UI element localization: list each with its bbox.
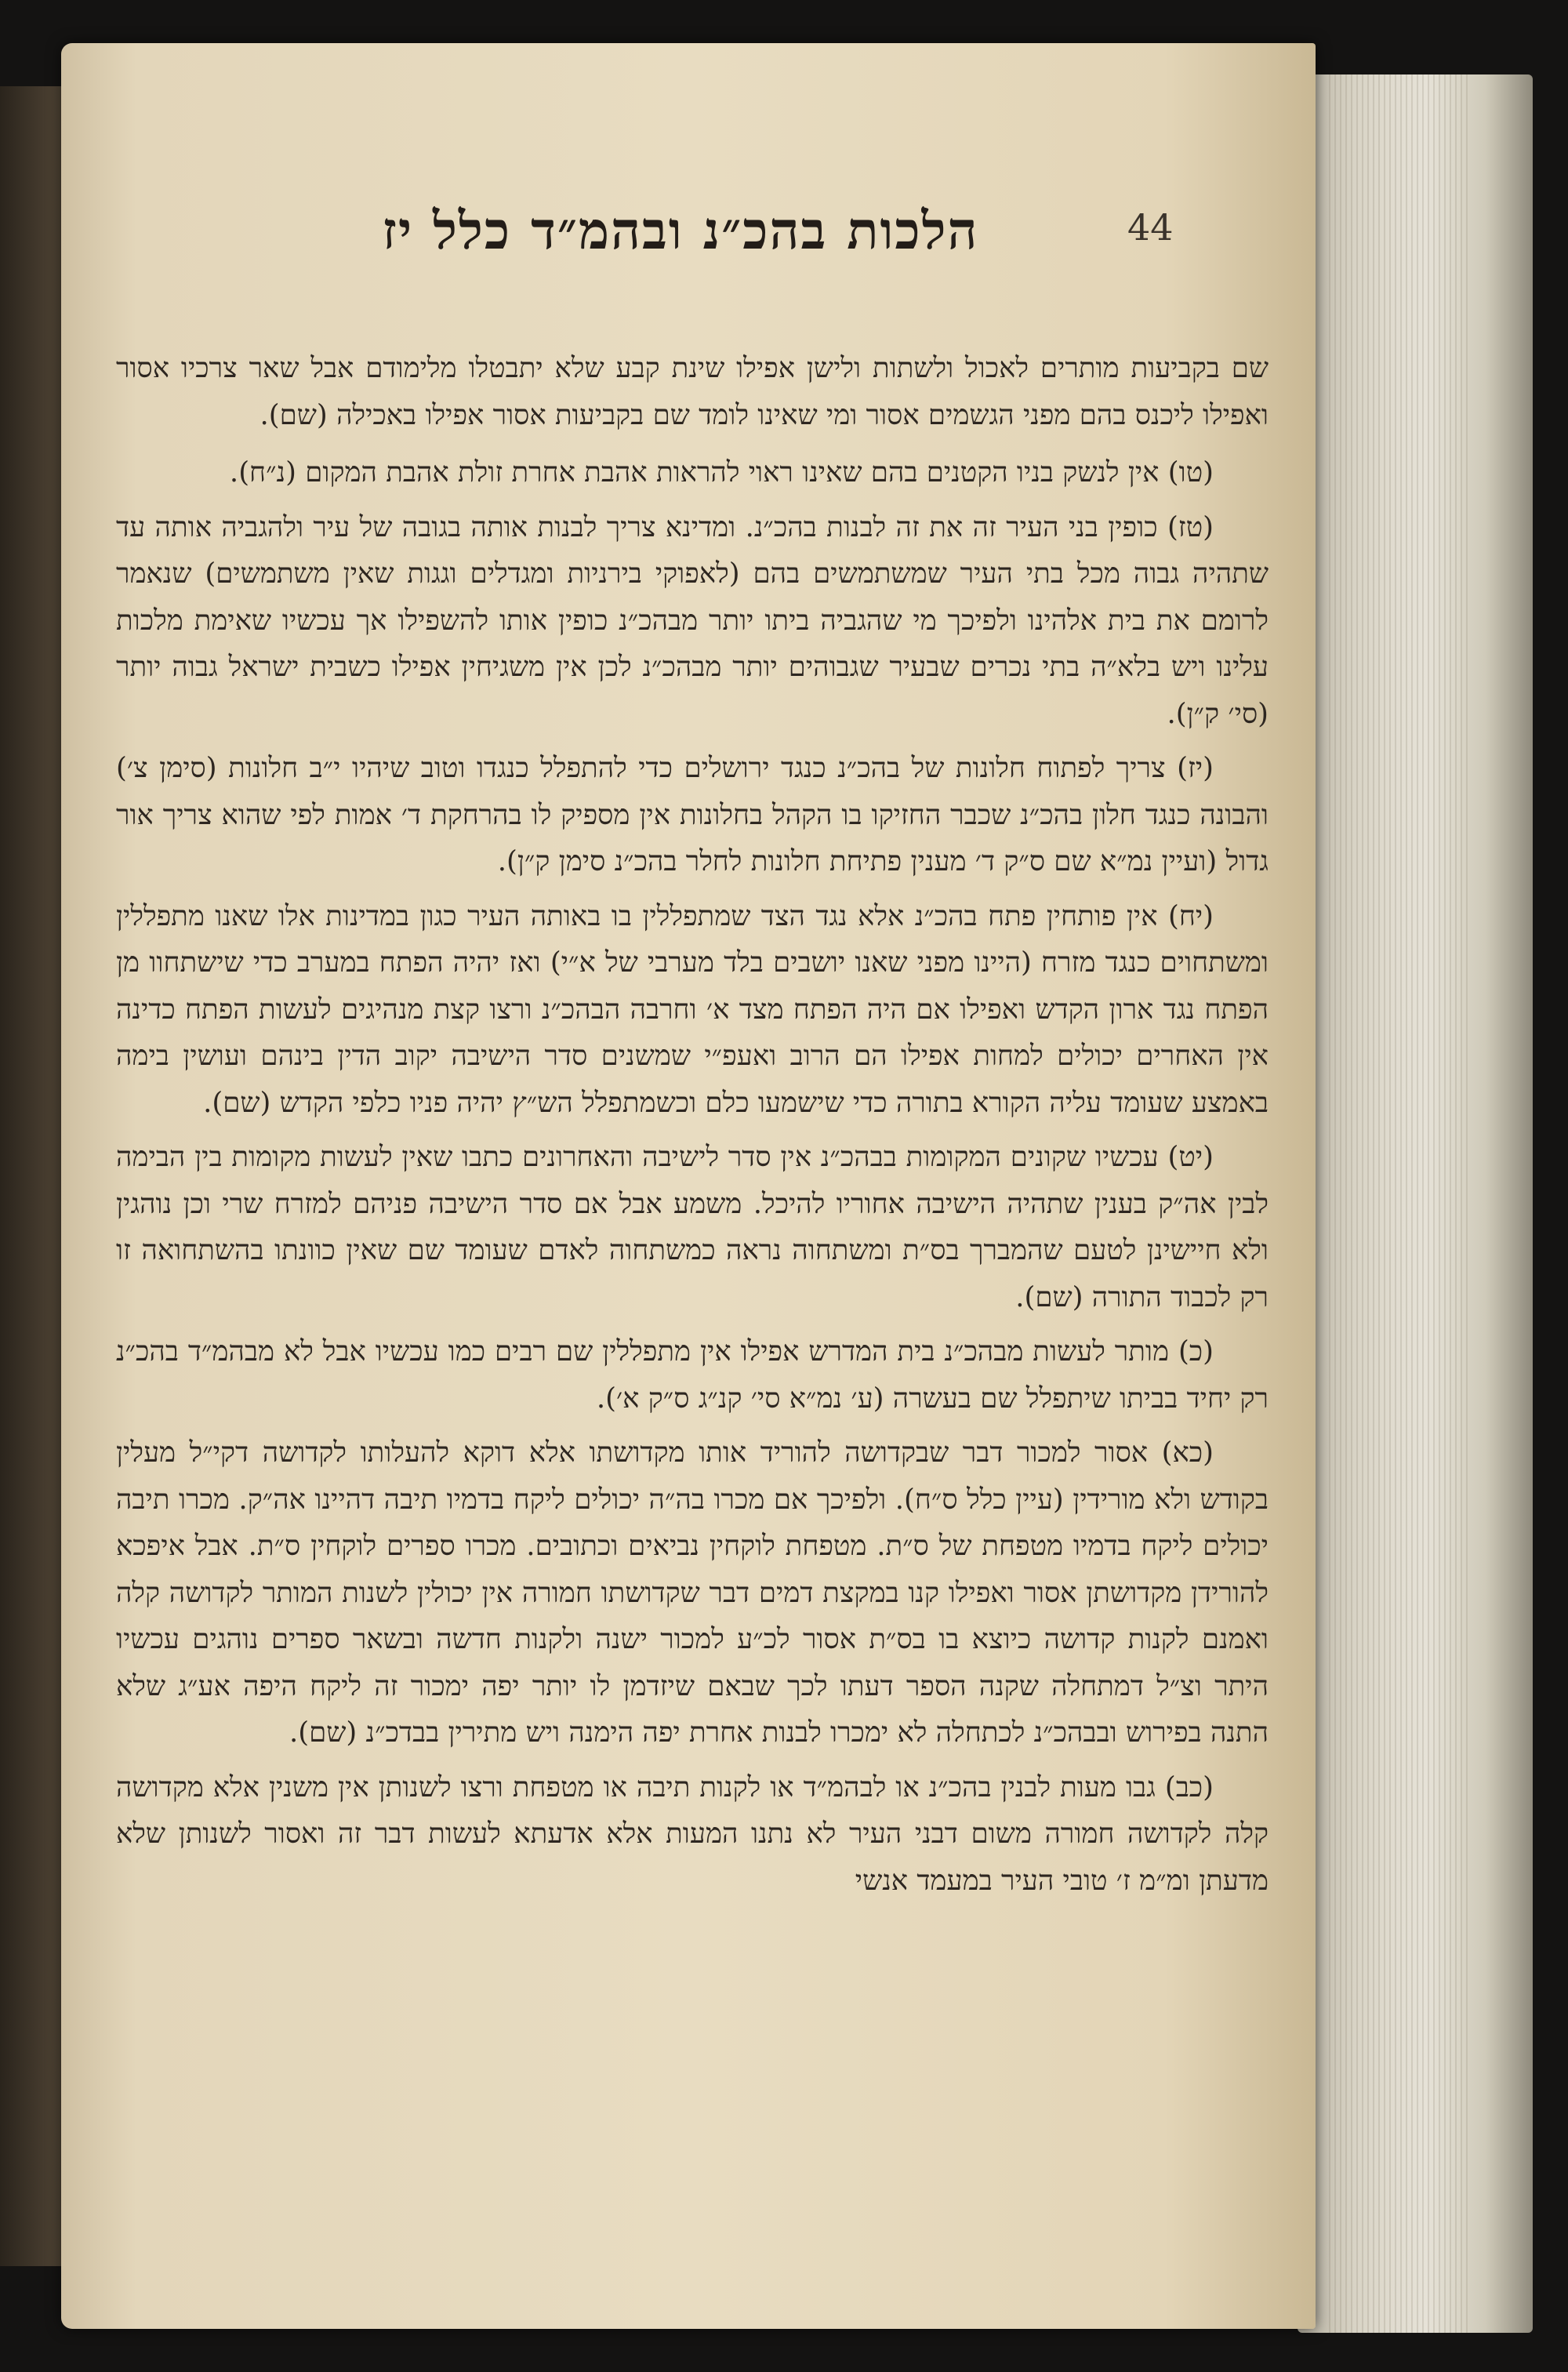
paragraph: שם בקביעות מותרים לאכול ולשתות ולישן אפילו שינת קבע שלא יתבטלו מלימודם אבל שאר צרכיו אסור ואפילו ליכנס בהם מפני הגשמים אסור ומי שאינו לומד שם בקביעות אסור אפילו באכילה (שם). [116, 352, 1269, 431]
paragraph: (יז) צריך לפתוח חלונות של בהכ״נ כנגד ירושלים כדי להתפלל כנגדו וטוב שיהיו י״ב חלונות (סימן צ׳) והבונה כנגד חלון בהכ״נ שכבר החזיקו בו הקהל בחלונות אין מספיק לו בהרחקת ד׳ אמות לפי שהוא צריך אור גדול (ועיין נמ״א שם ס״ק ד׳ מענין פתיחת חלונות לחלר בהכ״נ סימן ק״ן). [116, 752, 1269, 877]
page-number: 44 [1127, 206, 1174, 249]
paragraph: (יט) עכשיו שקונים המקומות בבהכ״נ אין סדר לישיבה והאחרונים כתבו שאין לעשות מקומות בין הבימה לבין אה״ק בענין שתהיה הישיבה אחוריו להיכל. משמע אבל אם סדר הישיבה פניהם למזרח שרי וכן נוהגין ולא חיישינן לטעם שהמברך בס״ת ומשתחוה נראה כמשתחוה לאדם שעומד שם שאין כוונתו בהשתחואה זו רק לכבוד התורה (שם). [116, 1141, 1269, 1313]
page-header [61, 200, 1316, 302]
paragraph: (טז) כופין בני העיר זה את זה לבנות בהכ״נ. ומדינא צריך לבנות אותה בגובה של עיר ולהגביה אותה עד שתהיה גבוה מכל בתי העיר שמשתמשים בהם (לאפוקי בירניות ומגדלים וגגות שאין משתמשים) שנאמר לרומם את בית אלהינו ולפיכך מי שהגביה ביתו יותר מבהכ״נ כופין אותו להשפילו אך עכשיו שאימת מלכות עלינו ויש בלא״ה בתי נכרים שבעיר שגבוהים יותר מבהכ״נ לכן אין משגיחין אפילו כשבית ישראל גבוה יותר (סי׳ ק״ן). [116, 510, 1269, 730]
paragraph: (יח) אין פותחין פתח בהכ״נ אלא נגד הצד שמתפללין בו באותה העיר כגון במדינות אלו שאנו מתפללין ומשתחוים כנגד מזרח (היינו מפני שאנו יושבים בלד מערבי של א״י) ואז יהיה הפתח במערב כדי שישתחוו מן הפתח נגד ארון הקדש ואפילו אם היה הפתח מצד א׳ וחרבה הבהכ״נ ורצו קצת מנהיגים לעשות הפתח כדינה אין האחרים יכולים למחות אפילו הם הרוב ואעפ״י שמשנים סדר הישיבה יקוב הדין בינהם ועושין בימה באמצע שעומד עליה הקורא בתורה כדי שישמעו כלם וכשמתפלל הש״ץ יהיה פניו כלפי הקדש (שם). [116, 899, 1269, 1119]
book-page [61, 43, 1316, 2329]
paragraph: (כ) מותר לעשות מבהכ״נ בית המדרש אפילו אין מתפללין שם רבים כמו עכשיו אבל לא מבהמ״ד בהכ״נ רק יחיד בביתו שיתפלל שם בעשרה (ע׳ נמ״א סי׳ קנ״ג ס״ק א׳). [116, 1335, 1269, 1415]
paragraph: (כא) אסור למכור דבר שבקדושה להוריד אותו מקדושתו אלא דוקא להעלותו לקדושה דקי״ל מעלין בקודש ולא מורידין (עיין כלל ס״ח). ולפיכך אם מכרו בה״ה יכולים ליקח בדמיו תיבה דהיינו אה״ק. מכרו תיבה יכולים ליקח בדמיו מטפחת של ס״ת. מטפחת לוקחין נביאים וכתובים. מכרו ספרים לוקחין ס״ת. אבל איפכא להורידן מקדושתן אסור ואפילו קנו במקצת דמים דבר שקדושתו חמורה אין יכולין לשנות המותר לקדושה קלה ואמנם לקנות קדושה כיוצא בו בס״ת אסור לכ״ע למכור ישנה ולקנות חדשה ובשאר ספרים נוהגים עכשיו היתר וצ״ל דמתחלה שקנה הספר דעתו לכך שבאם שיזדמן לו יותר יפה ימכור זה ליקח היפה אע״ג שלא התנה בפירוש ובבהכ״נ לכתחלה לא ימכרו לבנות אחרת יפה הימנה ויש מתירין בבדכ״נ (שם). [116, 1437, 1269, 1749]
body-text [116, 345, 1269, 1912]
running-title: הלכות בהכ״נ ובהמ״ד כלל יז [382, 200, 979, 261]
page-block-edge [1298, 74, 1533, 2333]
paragraph: (כב) גבו מעות לבנין בהכ״נ או לבהמ״ד או לקנות תיבה או מטפחת ורצו לשנותן אין משנין אלא מקדושה קלה לקדושה חמורה משום דבני העיר לא נתנו המעות אלא אדעתא לעשות דבר זה ואסור לשנותן שלא מדעתן ומ״מ ז׳ טובי העיר במעמד אנשי [116, 1771, 1269, 1897]
paragraph: (טו) אין לנשק בניו הקטנים בהם שאינו ראוי להראות אהבת אחרת זולת אהבת המקום (נ״ח). [229, 456, 1214, 489]
